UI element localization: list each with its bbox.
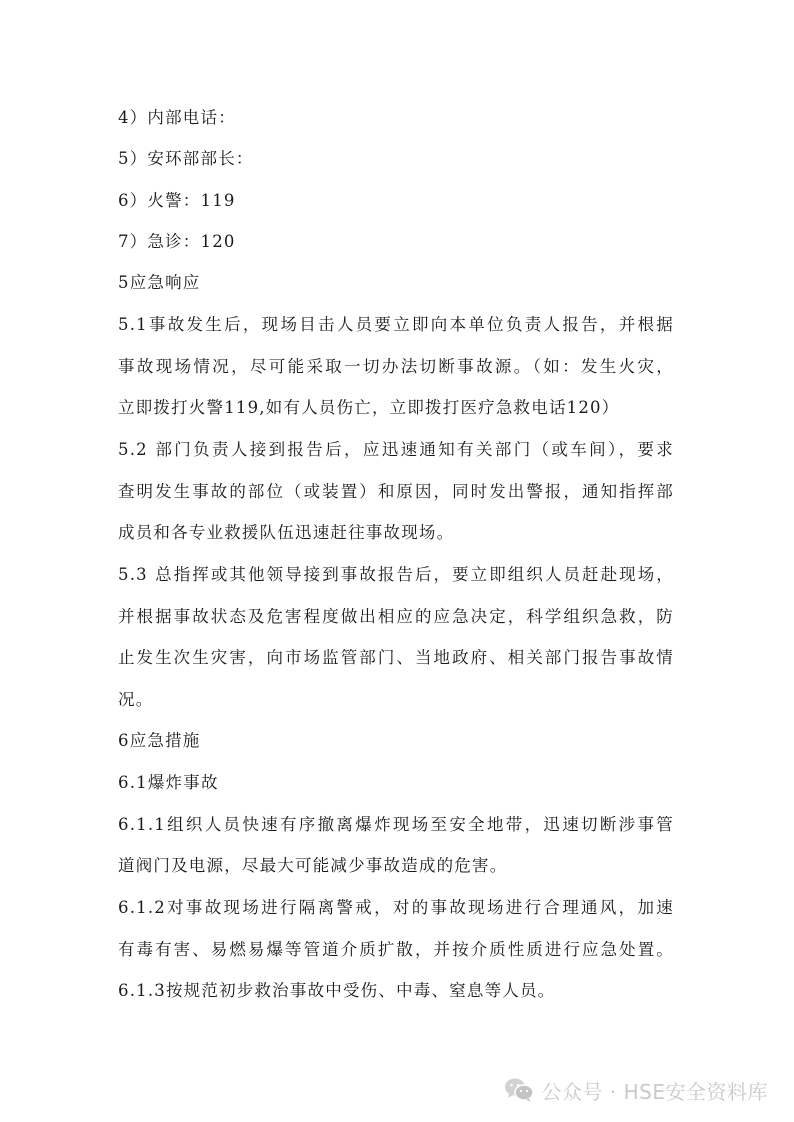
contact-fire-alarm: 6）火警：119	[118, 191, 236, 210]
paragraph-line: 6.1.3按规范初步救治事故中受伤、中毒、窒息等人员。	[118, 981, 556, 1000]
paragraph-line: 有毒有害、易燃易爆等管道介质扩散，并按介质性质进行应急处置。	[118, 940, 674, 959]
paragraph-line: 5.2 部门负责人接到报告后，应迅速通知有关部门（或车间），要求	[118, 440, 674, 459]
paragraph-line: 并根据事故状态及危害程度做出相应的应急决定，科学组织急救，防	[118, 607, 674, 626]
subsection-heading-explosion: 6.1爆炸事故	[118, 773, 219, 792]
contact-safety-minister: 5）安环部部长：	[118, 149, 254, 168]
paragraph-line: 成员和各专业救援队伍迅速赶往事故现场。	[118, 523, 455, 542]
paragraph-line: 止发生次生灾害，向市场监管部门、当地政府、相关部门报告事故情	[118, 648, 674, 667]
paragraph-line: 5.3 总指挥或其他领导接到事故报告后，要立即组织人员赶赴现场，	[118, 565, 674, 584]
wechat-icon	[504, 1077, 534, 1103]
paragraph-line: 5.1事故发生后，现场目击人员要立即向本单位负责人报告，并根据	[118, 315, 674, 334]
paragraph-line: 况。	[118, 690, 154, 709]
paragraph-line: 道阀门及电源，尽最大可能减少事故造成的危害。	[118, 856, 508, 875]
paragraph-line: 事故现场情况，尽可能采取一切办法切断事故源。（如：发生火灾，	[118, 357, 674, 376]
contact-emergency: 7）急诊：120	[118, 232, 236, 251]
paragraph-line: 6.1.1组织人员快速有序撤离爆炸现场至安全地带，迅速切断涉事管	[118, 815, 674, 834]
contact-internal-phone: 4）内部电话：	[118, 108, 236, 127]
watermark	[504, 1075, 768, 1105]
paragraph-line: 查明发生事故的部位（或装置）和原因，同时发出警报，通知指挥部	[118, 482, 674, 501]
section-heading-emergency-response: 5应急响应	[118, 273, 201, 292]
section-heading-emergency-measures: 6应急措施	[118, 731, 201, 750]
paragraph-line: 6.1.2对事故现场进行隔离警戒，对的事故现场进行合理通风，加速	[118, 898, 674, 917]
paragraph-line: 立即拨打火警119,如有人员伤亡，立即拨打医疗急救电话120）	[118, 398, 620, 417]
watermark-text: 公众号 · HSE安全资料库	[541, 1079, 768, 1104]
